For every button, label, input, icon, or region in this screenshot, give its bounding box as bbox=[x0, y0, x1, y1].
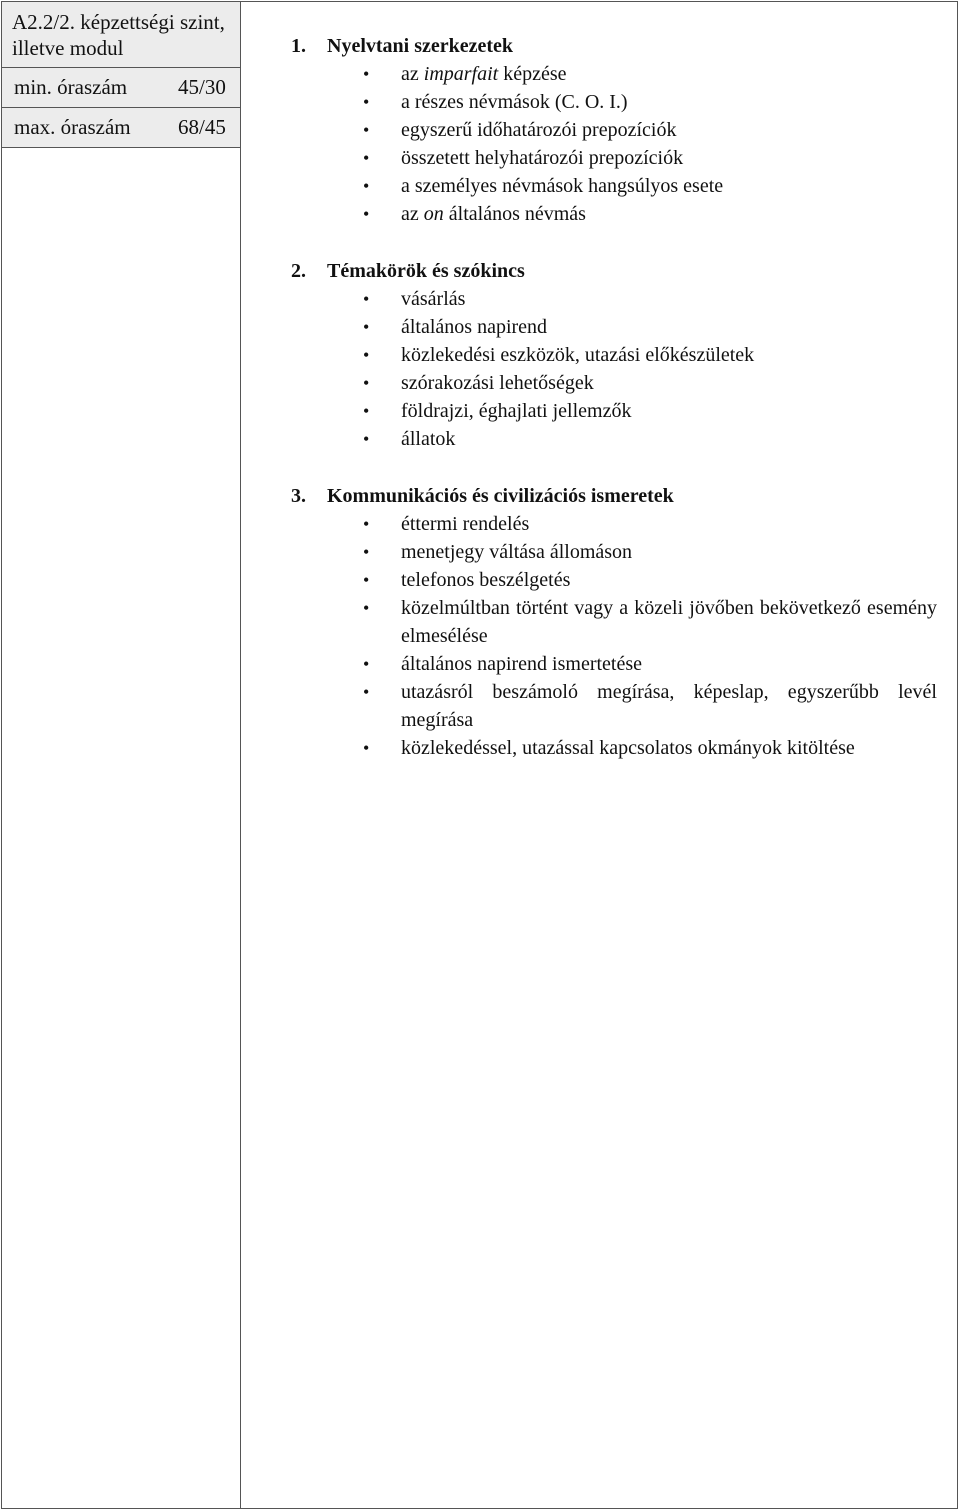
section-title bbox=[291, 482, 937, 510]
bullet-icon: • bbox=[363, 120, 370, 140]
bullet-icon: • bbox=[363, 92, 370, 112]
list-item bbox=[291, 88, 937, 116]
bullet-icon: • bbox=[363, 738, 370, 758]
item-text: szórakozási lehetőségek bbox=[401, 372, 594, 394]
item-text: az bbox=[401, 63, 424, 85]
list-item bbox=[291, 369, 937, 397]
item-text: földrajzi, éghajlati jellemzők bbox=[401, 400, 632, 422]
bullet-icon: • bbox=[363, 682, 370, 702]
bullet-icon: • bbox=[363, 654, 370, 674]
list-item bbox=[291, 397, 937, 425]
bullet-icon: • bbox=[363, 598, 370, 618]
list-item bbox=[291, 313, 937, 341]
section-title-text: Nyelvtani szerkezetek bbox=[327, 35, 514, 57]
item-text-suffix: képzése bbox=[498, 63, 567, 85]
item-text: a személyes névmások hangsúlyos esete bbox=[401, 175, 724, 197]
list-item bbox=[291, 285, 937, 313]
min-hours-label: min. óraszám bbox=[14, 75, 128, 99]
bullet-icon: • bbox=[363, 345, 370, 365]
bullet-icon: • bbox=[363, 64, 370, 84]
list-item bbox=[291, 200, 937, 228]
list-item bbox=[291, 144, 937, 172]
max-hours-row bbox=[2, 108, 240, 148]
section-2 bbox=[291, 257, 937, 453]
item-text: általános napirend bbox=[401, 316, 548, 338]
bullet-icon: • bbox=[363, 373, 370, 393]
list-item bbox=[291, 678, 937, 734]
bullet-icon: • bbox=[363, 401, 370, 421]
section-3 bbox=[291, 482, 937, 762]
list-item bbox=[291, 734, 937, 762]
list-item bbox=[291, 566, 937, 594]
section-number: 1. bbox=[291, 35, 306, 57]
list-item bbox=[291, 510, 937, 538]
module-info-column bbox=[2, 2, 241, 1508]
list-item bbox=[291, 538, 937, 566]
item-text: az bbox=[401, 203, 424, 225]
item-italic-term: on bbox=[423, 203, 444, 225]
level-cell bbox=[2, 2, 240, 68]
section-number: 2. bbox=[291, 260, 306, 282]
list-item bbox=[291, 650, 937, 678]
item-text: telefonos beszélgetés bbox=[401, 569, 571, 591]
max-hours-value: 68/45 bbox=[178, 115, 226, 139]
level-label: A2.2/2. képzettségi szint, illetve modul bbox=[12, 10, 225, 60]
topic-list bbox=[291, 285, 937, 453]
section-1 bbox=[291, 32, 937, 228]
item-text-suffix: általános névmás bbox=[443, 203, 586, 225]
item-text: állatok bbox=[401, 428, 456, 450]
list-item bbox=[291, 594, 937, 650]
list-item bbox=[291, 341, 937, 369]
module-content bbox=[291, 32, 937, 791]
section-title-text: Kommunikációs és civilizációs ismeretek bbox=[327, 485, 674, 507]
min-hours-value: 45/30 bbox=[178, 75, 226, 99]
bullet-icon: • bbox=[363, 289, 370, 309]
bullet-icon: • bbox=[363, 148, 370, 168]
item-text: közlekedési eszközök, utazási előkészületek bbox=[401, 344, 755, 366]
item-italic-term: imparfait bbox=[423, 63, 499, 85]
max-hours-label: max. óraszám bbox=[14, 115, 131, 139]
bullet-icon: • bbox=[363, 317, 370, 337]
list-item bbox=[291, 425, 937, 453]
bullet-icon: • bbox=[363, 542, 370, 562]
curriculum-table bbox=[1, 1, 958, 1509]
item-text: egyszerű időhatározói prepozíciók bbox=[401, 119, 677, 141]
bullet-icon: • bbox=[363, 429, 370, 449]
item-text: éttermi rendelés bbox=[401, 513, 530, 535]
section-title bbox=[291, 257, 937, 285]
section-number: 3. bbox=[291, 485, 306, 507]
section-title bbox=[291, 32, 937, 60]
bullet-icon: • bbox=[363, 176, 370, 196]
bullet-icon: • bbox=[363, 514, 370, 534]
item-text: vásárlás bbox=[401, 288, 466, 310]
bullet-icon: • bbox=[363, 570, 370, 590]
list-item bbox=[291, 172, 937, 200]
item-text: közlekedéssel, utazással kapcsolatos okmányok kitöltése bbox=[401, 737, 855, 759]
item-text: menetjegy váltása állomáson bbox=[401, 541, 633, 563]
topic-list bbox=[291, 60, 937, 228]
list-item bbox=[291, 116, 937, 144]
min-hours-row bbox=[2, 68, 240, 108]
item-text: utazásról beszámoló megírása, képeslap, egyszerűbb levél megírása bbox=[401, 681, 937, 731]
topic-list bbox=[291, 510, 937, 762]
item-text: összetett helyhatározói prepozíciók bbox=[401, 147, 684, 169]
item-text: közelmúltban történt vagy a közeli jövőben bekövetkező esemény elmesélése bbox=[401, 597, 937, 647]
item-text: általános napirend ismertetése bbox=[401, 653, 643, 675]
list-item bbox=[291, 60, 937, 88]
item-text: a részes névmások (C. O. I.) bbox=[401, 91, 628, 113]
section-title-text: Témakörök és szókincs bbox=[327, 260, 525, 282]
bullet-icon: • bbox=[363, 204, 370, 224]
